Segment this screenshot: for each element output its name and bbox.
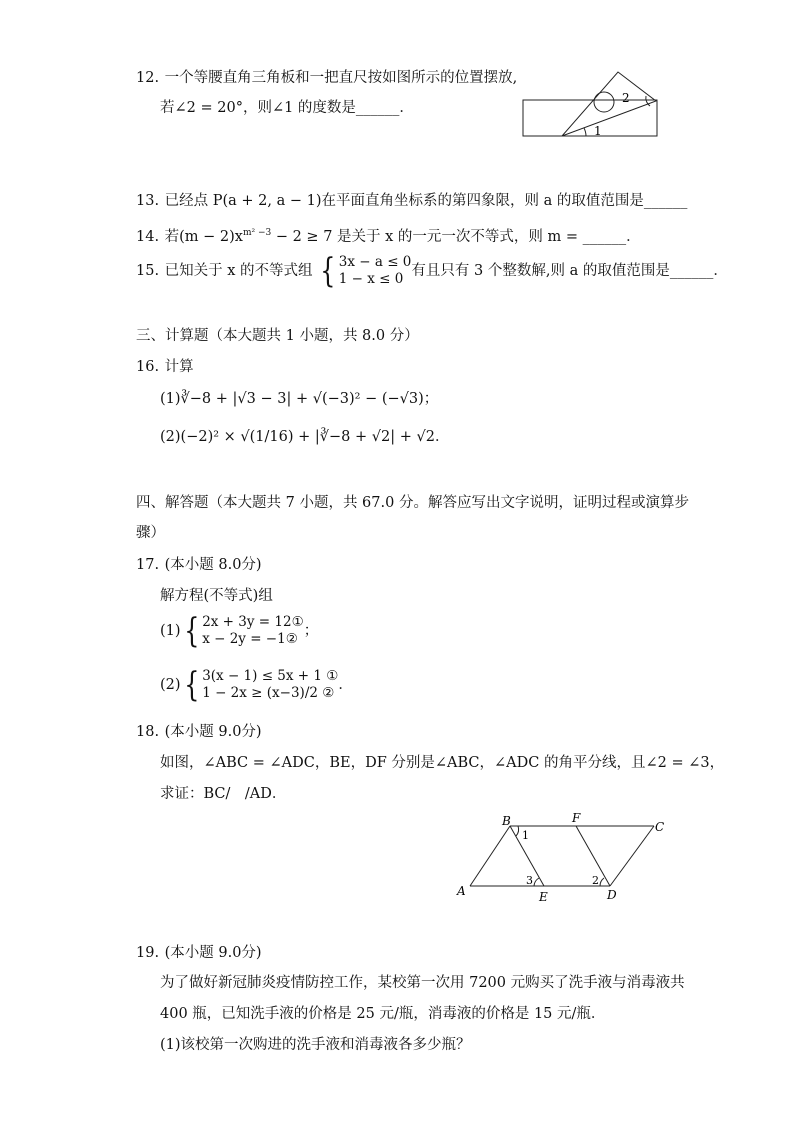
q19-line3: (1)该校第一次购进的洗手液和消毒液各多少瓶？ — [160, 1037, 471, 1053]
q14-number: 14. — [136, 228, 160, 245]
section4-title-line1: 四、解答题（本大题共 7 小题，共 67.0 分。解答应写出文字说明，证明过程或演算步 — [136, 495, 689, 511]
q17-number: 17. — [136, 557, 160, 573]
q16-part2: (2)(−2)² × √(1/16) + |∛−8 + √2| + √2． — [160, 429, 450, 445]
q18-header — [136, 722, 262, 742]
q17-part2: (2){ 3(x − 1) ≤ 5x + 1 ① 1 − 2x ≥ (x−3)/2 ② ． — [160, 665, 353, 705]
q12-line2: 若∠2 = 20°，则∠1 的度数是______． — [160, 100, 414, 116]
q12-number: 12. — [136, 70, 160, 86]
q14-line — [136, 223, 641, 247]
ruler — [523, 100, 657, 136]
q12-line1 — [136, 68, 517, 88]
label-2: 2 — [622, 91, 630, 105]
q18-number: 18. — [136, 724, 160, 740]
q17-ineq-2: 1 − 2x ≥ (x−3)/2 ② — [202, 685, 335, 701]
plate-hole — [594, 92, 614, 112]
q17-header — [136, 555, 262, 575]
q14-text-post: − 2 ≥ 7 是关于 x 的一元一次不等式，则 m = ______． — [271, 228, 641, 245]
q12-figure — [520, 68, 662, 142]
label-1: 1 — [594, 124, 602, 138]
q19-header — [136, 943, 262, 963]
q17-title: 解方程(不等式)组 — [160, 588, 273, 604]
q17-ineq-1: 3(x − 1) ≤ 5x + 1 ① — [202, 668, 339, 684]
label-angle-1: 1 — [522, 829, 529, 842]
q17-part2-system — [202, 668, 338, 702]
q13-number: 13. — [136, 193, 160, 209]
label-angle-2: 2 — [592, 874, 599, 887]
q16-part1: (1)∛−8 + |√3 − 3| + √(−3)² − (−√3)； — [160, 391, 439, 407]
q14-exponent: m² −3 — [242, 228, 272, 238]
triangle-plate — [562, 72, 656, 136]
q13-line — [136, 191, 687, 211]
q18-line1: 如图，∠ABC = ∠ADC，BE，DF 分别是∠ABC，∠ADC 的角平分线，且∠2 = ∠3， — [160, 755, 725, 771]
label-B: B — [502, 814, 511, 828]
q14-text-pre: 若(m − 2)x — [164, 228, 243, 245]
label-D: D — [607, 888, 617, 902]
q17-part1-end: ； — [303, 623, 319, 639]
q17-part1: (1){ 2x + 3y = 12① x − 2y = −1② ； — [160, 611, 319, 651]
q16-number: 16. — [136, 359, 160, 375]
label-E: E — [539, 890, 548, 904]
q19-line1: 为了做好新冠肺炎疫情防控工作，某校第一次用 7200 元购买了洗手液与消毒液共 — [160, 975, 685, 991]
q19-number: 19. — [136, 945, 160, 961]
q17-part1-system — [202, 614, 304, 648]
q16-title: 计算 — [164, 359, 194, 375]
q19-score: (本小题 9.0分) — [164, 945, 262, 961]
q19-line2: 400 瓶，已知洗手液的价格是 25 元/瓶，消毒液的价格是 15 元/瓶． — [160, 1006, 606, 1022]
q15-text-post: 有且只有 3 个整数解,则 a 的取值范围是______． — [411, 263, 728, 279]
q15-line: 15. 已知关于 x 的不等式组 { 3x − a ≤ 0 1 − x ≤ 0 有且只有 3 个整数解,则 a 的取值范围是______． — [136, 251, 728, 291]
segment-AB — [470, 826, 510, 886]
label-angle-3: 3 — [526, 874, 533, 887]
q15-system — [339, 254, 412, 288]
q17-part2-label: (2) — [160, 677, 181, 693]
label-C: C — [655, 820, 665, 834]
segment-DC — [610, 826, 654, 886]
q15-number: 15. — [136, 263, 160, 279]
q13-text: 已经点 P(a + 2, a − 1)在平面直角坐标系的第四象限，则 a 的取值范围是______ — [164, 193, 688, 209]
q18-score: (本小题 9.0分) — [164, 724, 262, 740]
q15-ineq-1: 3x − a ≤ 0 — [338, 254, 412, 270]
section4-title-line2: 骤） — [136, 525, 165, 541]
section3-title: 三、计算题（本大题共 1 小题，共 8.0 分） — [136, 328, 419, 344]
q17-eq-2: x − 2y = −1② — [202, 631, 298, 647]
q15-ineq-2: 1 − x ≤ 0 — [338, 271, 404, 287]
q12-text: 一个等腰直角三角板和一把直尺按如图所示的位置摆放, — [164, 70, 518, 86]
angle-1-arc — [584, 128, 586, 136]
q17-score: (本小题 8.0分) — [164, 557, 262, 573]
q18-figure — [452, 808, 674, 908]
q17-eq-1: 2x + 3y = 12① — [202, 614, 304, 630]
q18-line2: 求证：BC/ /AD． — [160, 786, 287, 802]
q17-part2-end: ． — [338, 677, 353, 693]
label-F: F — [572, 811, 581, 825]
q17-part1-label: (1) — [160, 623, 181, 639]
q16-title-line — [136, 357, 194, 377]
q15-text-pre: 已知关于 x 的不等式组 — [164, 263, 313, 279]
label-A: A — [457, 884, 466, 898]
